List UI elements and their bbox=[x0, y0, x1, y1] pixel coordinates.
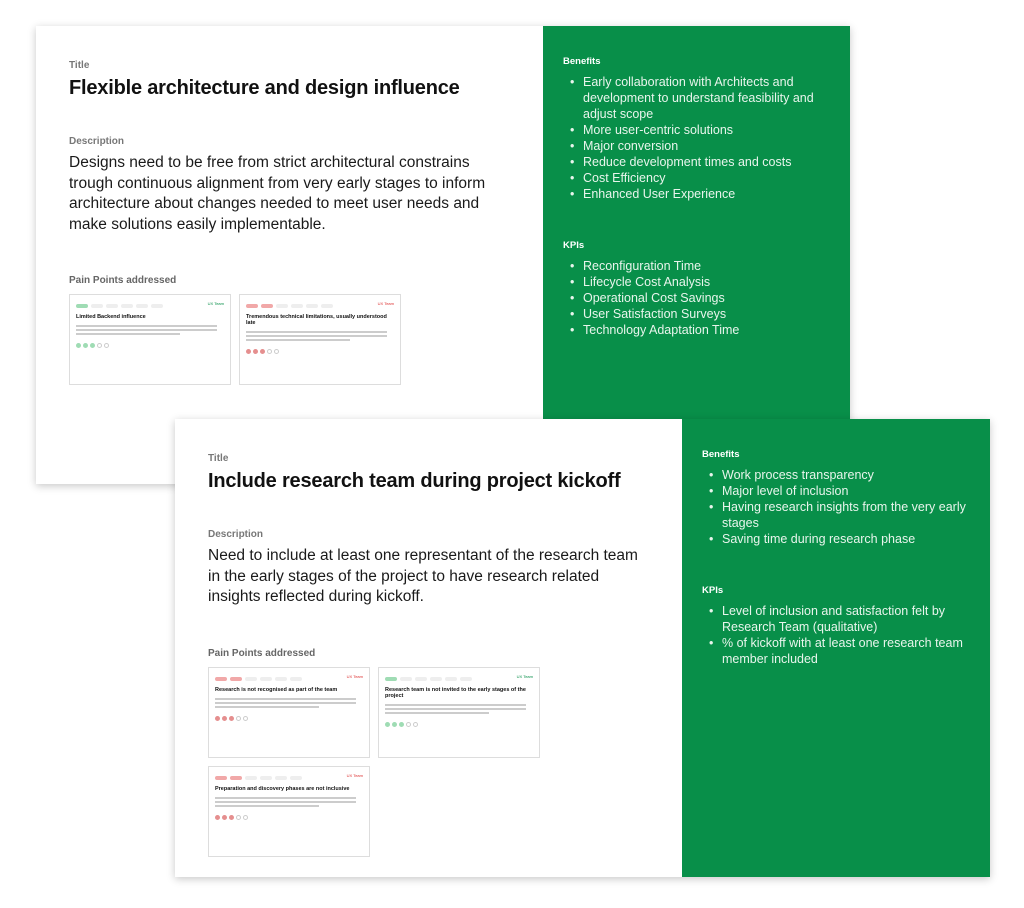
benefits-label: Benefits bbox=[563, 56, 601, 67]
benefits-panel bbox=[543, 26, 850, 484]
benefits-list bbox=[702, 467, 970, 547]
description: Need to include at least one representant of the research team in the early stages of the project to have research related insights reflected during kickoff. bbox=[208, 547, 638, 605]
card-title: Tremendous technical limitations, usually understood late bbox=[246, 314, 387, 326]
card-tag: UX Team bbox=[207, 301, 224, 306]
pain-point-card[interactable] bbox=[239, 294, 401, 385]
card-title: Limited Backend influence bbox=[76, 314, 146, 320]
benefits-list bbox=[563, 74, 830, 202]
card-tag: UX Team bbox=[377, 301, 394, 306]
card-tag: UX Team bbox=[516, 673, 533, 679]
pain-points-grid bbox=[69, 294, 510, 385]
description: Designs need to be free from strict architectural constrains trough continuous alignment from very early stages to inform architecture about changes needed to meet user needs and make solutions easily implementable. bbox=[69, 154, 486, 233]
card-tag: UX Team bbox=[346, 772, 363, 778]
pain-points-grid bbox=[208, 667, 649, 857]
pain-point-card[interactable] bbox=[69, 294, 231, 385]
benefits-item: • More user-centric solutions bbox=[563, 122, 830, 138]
kpis-list bbox=[702, 603, 970, 667]
slide-1 bbox=[36, 26, 850, 484]
description-label: Description bbox=[69, 136, 125, 147]
kpis-item: • Technology Adaptation Time bbox=[563, 322, 830, 338]
kpis-item: • % of kickoff with at least one research team member included bbox=[702, 635, 970, 667]
benefits-item: • Early collaboration with Architects and development to understand feasibility and adjust scope bbox=[563, 74, 830, 122]
kpis-item: • Reconfiguration Time bbox=[563, 258, 830, 274]
card-title: Research is not recognised as part of the team bbox=[215, 686, 338, 693]
benefits-item: • Having research insights from the very early stages bbox=[702, 499, 970, 531]
description-label: Description bbox=[208, 529, 264, 540]
benefits-item: • Enhanced User Experience bbox=[563, 186, 830, 202]
benefits-item: • Major conversion bbox=[563, 138, 830, 154]
benefits-item: • Saving time during research phase bbox=[702, 531, 970, 547]
kpis-item: • Level of inclusion and satisfaction felt by Research Team (qualitative) bbox=[702, 603, 970, 635]
pain-point-card[interactable] bbox=[208, 667, 370, 758]
pain-point-card[interactable] bbox=[208, 766, 370, 857]
kpis-label: KPIs bbox=[702, 585, 724, 596]
pain-points-label: Pain Points addressed bbox=[69, 275, 177, 286]
pain-point-card[interactable] bbox=[378, 667, 540, 758]
kpis-list bbox=[563, 258, 830, 338]
benefits-item: • Major level of inclusion bbox=[702, 483, 970, 499]
slide-title: Include research team during project kickoff bbox=[208, 470, 621, 492]
card-title: Research team is not invited to the early stages of the project bbox=[385, 686, 526, 699]
card-title: Preparation and discovery phases are not inclusive bbox=[215, 785, 350, 792]
benefits-label: Benefits bbox=[702, 449, 740, 460]
benefits-item: • Cost Efficiency bbox=[563, 170, 830, 186]
title-label: Title bbox=[69, 60, 90, 71]
benefits-item: • Work process transparency bbox=[702, 467, 970, 483]
slide-title: Flexible architecture and design influence bbox=[69, 77, 460, 99]
kpis-item: • Lifecycle Cost Analysis bbox=[563, 274, 830, 290]
benefits-panel bbox=[682, 419, 990, 877]
kpis-item: • User Satisfaction Surveys bbox=[563, 306, 830, 322]
pain-points-label: Pain Points addressed bbox=[208, 647, 316, 659]
slide-2 bbox=[175, 419, 990, 877]
title-label: Title bbox=[208, 453, 229, 464]
kpis-item: • Operational Cost Savings bbox=[563, 290, 830, 306]
benefits-item: • Reduce development times and costs bbox=[563, 154, 830, 170]
kpis-label: KPIs bbox=[563, 240, 585, 251]
card-tag: UX Team bbox=[346, 673, 363, 679]
